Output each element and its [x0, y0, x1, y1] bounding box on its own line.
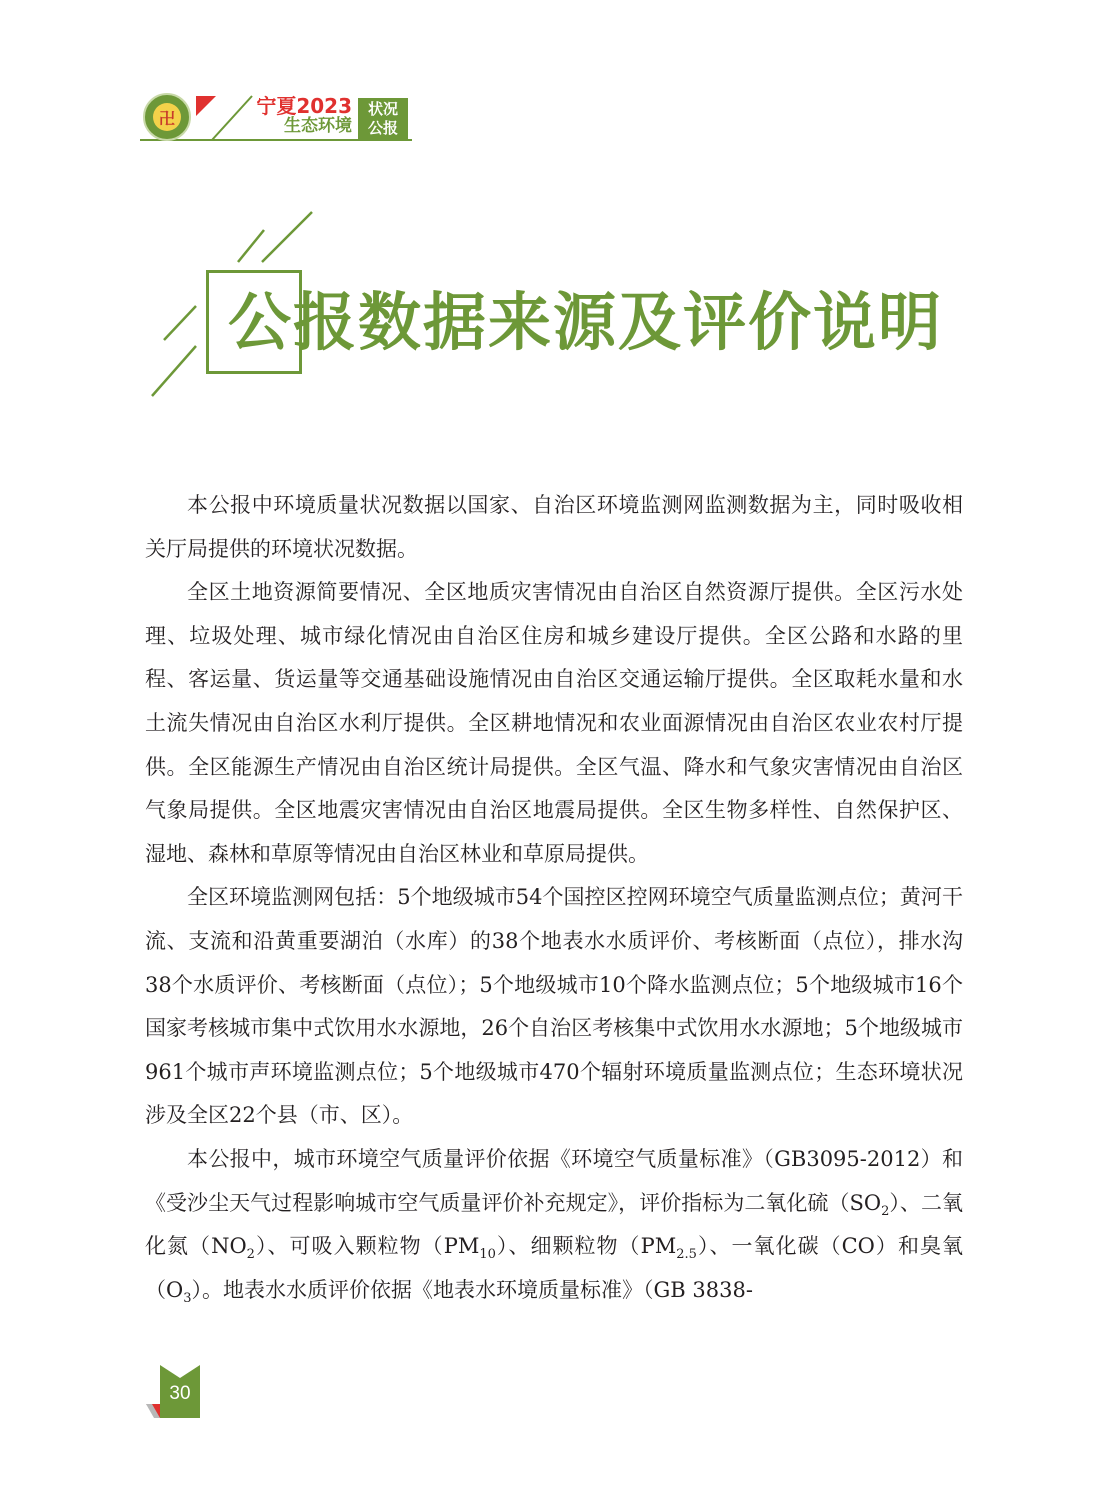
page-number-tab [0, 0, 220, 1489]
p4-text-2: ）、二氧化氮（NO [145, 1190, 963, 1259]
paragraph-monitoring-network: 全区环境监测网包括：5个地级城市54个国控区控网环境空气质量监测点位；黄河干流、支流和沿黄重要湖泊（水库）的38个地表水水质评价、考核断面（点位），排水沟38个水质评价、考核断面（点位）；5个地级城市10个降水监测点位；5个地级城市16个国家考核城市集中式饮用水水源地，26个自治区考核集中式饮用水水源地；5个地级城市961个城市声环境监测点位；5个地级城市470个辐射环境质量监测点位；生态环境状况涉及全区22个县（市、区）。 [145, 885, 963, 1128]
p4-text-1: 本公报中，城市环境空气质量评价依据《环境空气质量标准》（GB3095-2012）和《受沙尘天气过程影响城市空气质量评价补充规定》，评价指标为二氧化硫（SO [145, 1146, 963, 1215]
emblem-center: 卍 [153, 103, 181, 131]
paragraph-evaluation-standards [145, 1138, 963, 1312]
p4-text-6: ）。地表水水质评价依据《地表水环境质量标准》（GB 3838- [191, 1277, 753, 1302]
body-text [145, 484, 963, 1312]
deco-line-1 [238, 230, 264, 262]
header-badge-line2: 公报 [367, 119, 398, 137]
page-title: 公报数据来源及评价说明 [228, 285, 943, 359]
pm10-subscript: 10 [479, 1247, 496, 1263]
p4-text-4: ）、细颗粒物（PM [495, 1234, 677, 1259]
header-badge-line1: 状况 [367, 100, 398, 118]
header-title-year: 宁夏2023 [256, 94, 352, 118]
no2-subscript: 2 [246, 1247, 255, 1263]
header-title-subject: 生态环境 [284, 116, 352, 136]
paragraph-data-sources: 本公报中环境质量状况数据以国家、自治区环境监测网监测数据为主，同时吸收相关厅局提供的环境状况数据。 [145, 493, 963, 561]
page-number: 30 [169, 1383, 191, 1404]
deco-line-2 [262, 212, 312, 262]
p4-text-3: ）、可吸入颗粒物（PM [254, 1234, 480, 1259]
p4-text-5: ）、一氧化碳（CO）和臭氧（O [145, 1234, 964, 1302]
paragraph-providers: 全区土地资源简要情况、全区地质灾害情况由自治区自然资源厅提供。全区污水处理、垃圾处理、城市绿化情况由自治区住房和城乡建设厅提供。全区公路和水路的里程、客运量、货运量等交通基础设施情况由自治区交通运输厅提供。全区取耗水量和水土流失情况由自治区水利厅提供。全区耕地情况和农业面源情况由自治区农业农村厅提供。全区能源生产情况由自治区统计局提供。全区气温、降水和气象灾害情况由自治区气象局提供。全区地震灾害情况由自治区地震局提供。全区生物多样性、自然保护区、湿地、森林和草原等情况由自治区林业和草原局提供。 [145, 580, 963, 866]
pm25-subscript: 2.5 [676, 1247, 697, 1263]
o3-subscript: 3 [183, 1290, 192, 1306]
so2-subscript: 2 [881, 1203, 890, 1219]
